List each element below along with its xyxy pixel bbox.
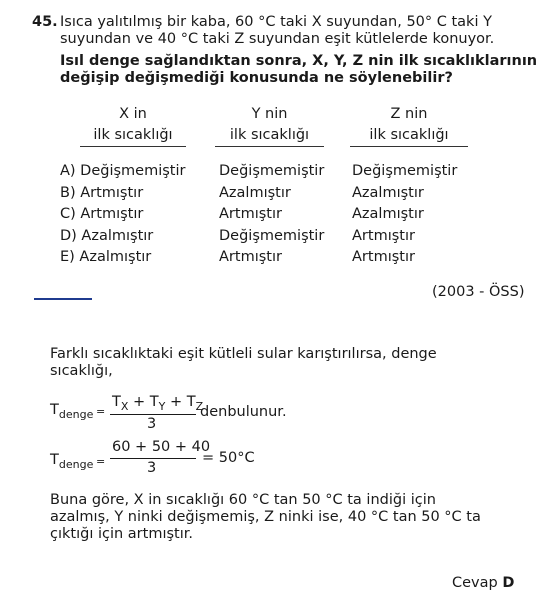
formula-general-lhs xyxy=(50,402,94,421)
option-d-z: Artmıştır xyxy=(352,228,415,244)
option-b-x[interactable]: B) Artmıştır xyxy=(60,185,144,201)
formula-general-sub-z: Z xyxy=(195,400,204,413)
formula-numeric-lhs-subscript: denge xyxy=(58,458,94,471)
formula-numeric-result: = 50°C xyxy=(202,450,255,466)
formula-general-equals: = xyxy=(96,405,106,418)
option-b-z: Azalmıştır xyxy=(352,185,424,201)
formula-general-t3: T xyxy=(186,394,196,410)
formula-general-sub-x: X xyxy=(120,400,129,413)
formula-numeric-fraction-bar xyxy=(110,458,196,459)
section-divider xyxy=(34,298,92,300)
formula-general-plus-1: + xyxy=(133,394,146,410)
formula-numeric-equals: = xyxy=(96,455,106,468)
formula-numeric-numerator: 60 + 50 + 40 xyxy=(112,439,211,455)
column-header-x xyxy=(80,104,186,147)
formula-general-lhs-subscript: denge xyxy=(58,408,94,421)
solution-intro-line-1: Farklı sıcaklıktaki eşit kütleli sular karıştırılırsa, denge xyxy=(50,346,437,362)
option-d-x[interactable]: D) Azalmıştır xyxy=(60,228,154,244)
option-c-z: Azalmıştır xyxy=(352,206,424,222)
formula-general-numerator xyxy=(112,394,204,413)
option-a-y: Değişmemiştir xyxy=(219,163,325,179)
formula-numeric-denominator: 3 xyxy=(147,460,157,476)
formula-general-t1: T xyxy=(112,394,121,410)
column-header-x-line-1: X in xyxy=(119,106,147,122)
solution-intro-line-2: sıcaklığı, xyxy=(50,363,113,379)
option-b-y: Azalmıştır xyxy=(219,185,291,201)
option-e-z: Artmıştır xyxy=(352,249,415,265)
question-text-line-1: Isıca yalıtılmış bir kaba, 60 °C taki X suyundan, 50° C taki Y xyxy=(60,14,492,30)
question-prompt-line-1: Isıl denge sağlandıktan sonra, X, Y, Z nin ilk sıcaklıklarının xyxy=(60,53,538,69)
column-header-z-line-2: ilk sıcaklığı xyxy=(350,125,468,147)
formula-numeric-lhs xyxy=(50,452,94,471)
column-header-z xyxy=(350,104,468,147)
formula-general-fraction-bar xyxy=(110,414,196,415)
column-header-y-line-2: ilk sıcaklığı xyxy=(215,125,324,147)
answer-letter: D xyxy=(502,575,515,591)
formula-general-sub-y: Y xyxy=(158,400,166,413)
column-header-x-line-2: ilk sıcaklığı xyxy=(80,125,186,147)
option-a-z: Değişmemiştir xyxy=(352,163,458,179)
answer xyxy=(452,575,514,592)
formula-general-denominator: 3 xyxy=(147,416,157,432)
option-a-x[interactable]: A) Değişmemiştir xyxy=(60,163,186,179)
question-text-line-2: suyundan ve 40 °C taki Z suyundan eşit kütlelerde konuyor. xyxy=(60,31,495,47)
option-e-y: Artmıştır xyxy=(219,249,282,265)
question-number: 45. xyxy=(32,14,58,30)
solution-conclusion-line-2: azalmış, Y ninki değişmemiş, Z ninki ise, 40 °C tan 50 °C ta xyxy=(50,509,481,525)
answer-label: Cevap xyxy=(452,575,498,591)
formula-general-t2: T xyxy=(149,394,159,410)
question-prompt-line-2: değişip değişmediği konusunda ne söylenebilir? xyxy=(60,70,453,86)
option-c-x[interactable]: C) Artmıştır xyxy=(60,206,144,222)
column-header-y xyxy=(215,104,324,147)
formula-numeric-lhs-symbol: T xyxy=(50,452,59,468)
option-c-y: Artmıştır xyxy=(219,206,282,222)
formula-general-lhs-symbol: T xyxy=(50,402,59,418)
option-e-x[interactable]: E) Azalmıştır xyxy=(60,249,152,265)
column-header-y-line-1: Y nin xyxy=(251,106,288,122)
formula-general-tail: denbulunur. xyxy=(200,404,287,420)
solution-conclusion-line-3: çıktığı için artmıştır. xyxy=(50,526,193,542)
option-d-y: Değişmemiştir xyxy=(219,228,325,244)
column-header-z-line-1: Z nin xyxy=(390,106,428,122)
formula-general-plus-2: + xyxy=(169,394,183,410)
source-label: (2003 - ÖSS) xyxy=(432,284,525,300)
solution-conclusion-line-1: Buna göre, X in sıcaklığı 60 °C tan 50 °C ta indiği için xyxy=(50,492,436,508)
